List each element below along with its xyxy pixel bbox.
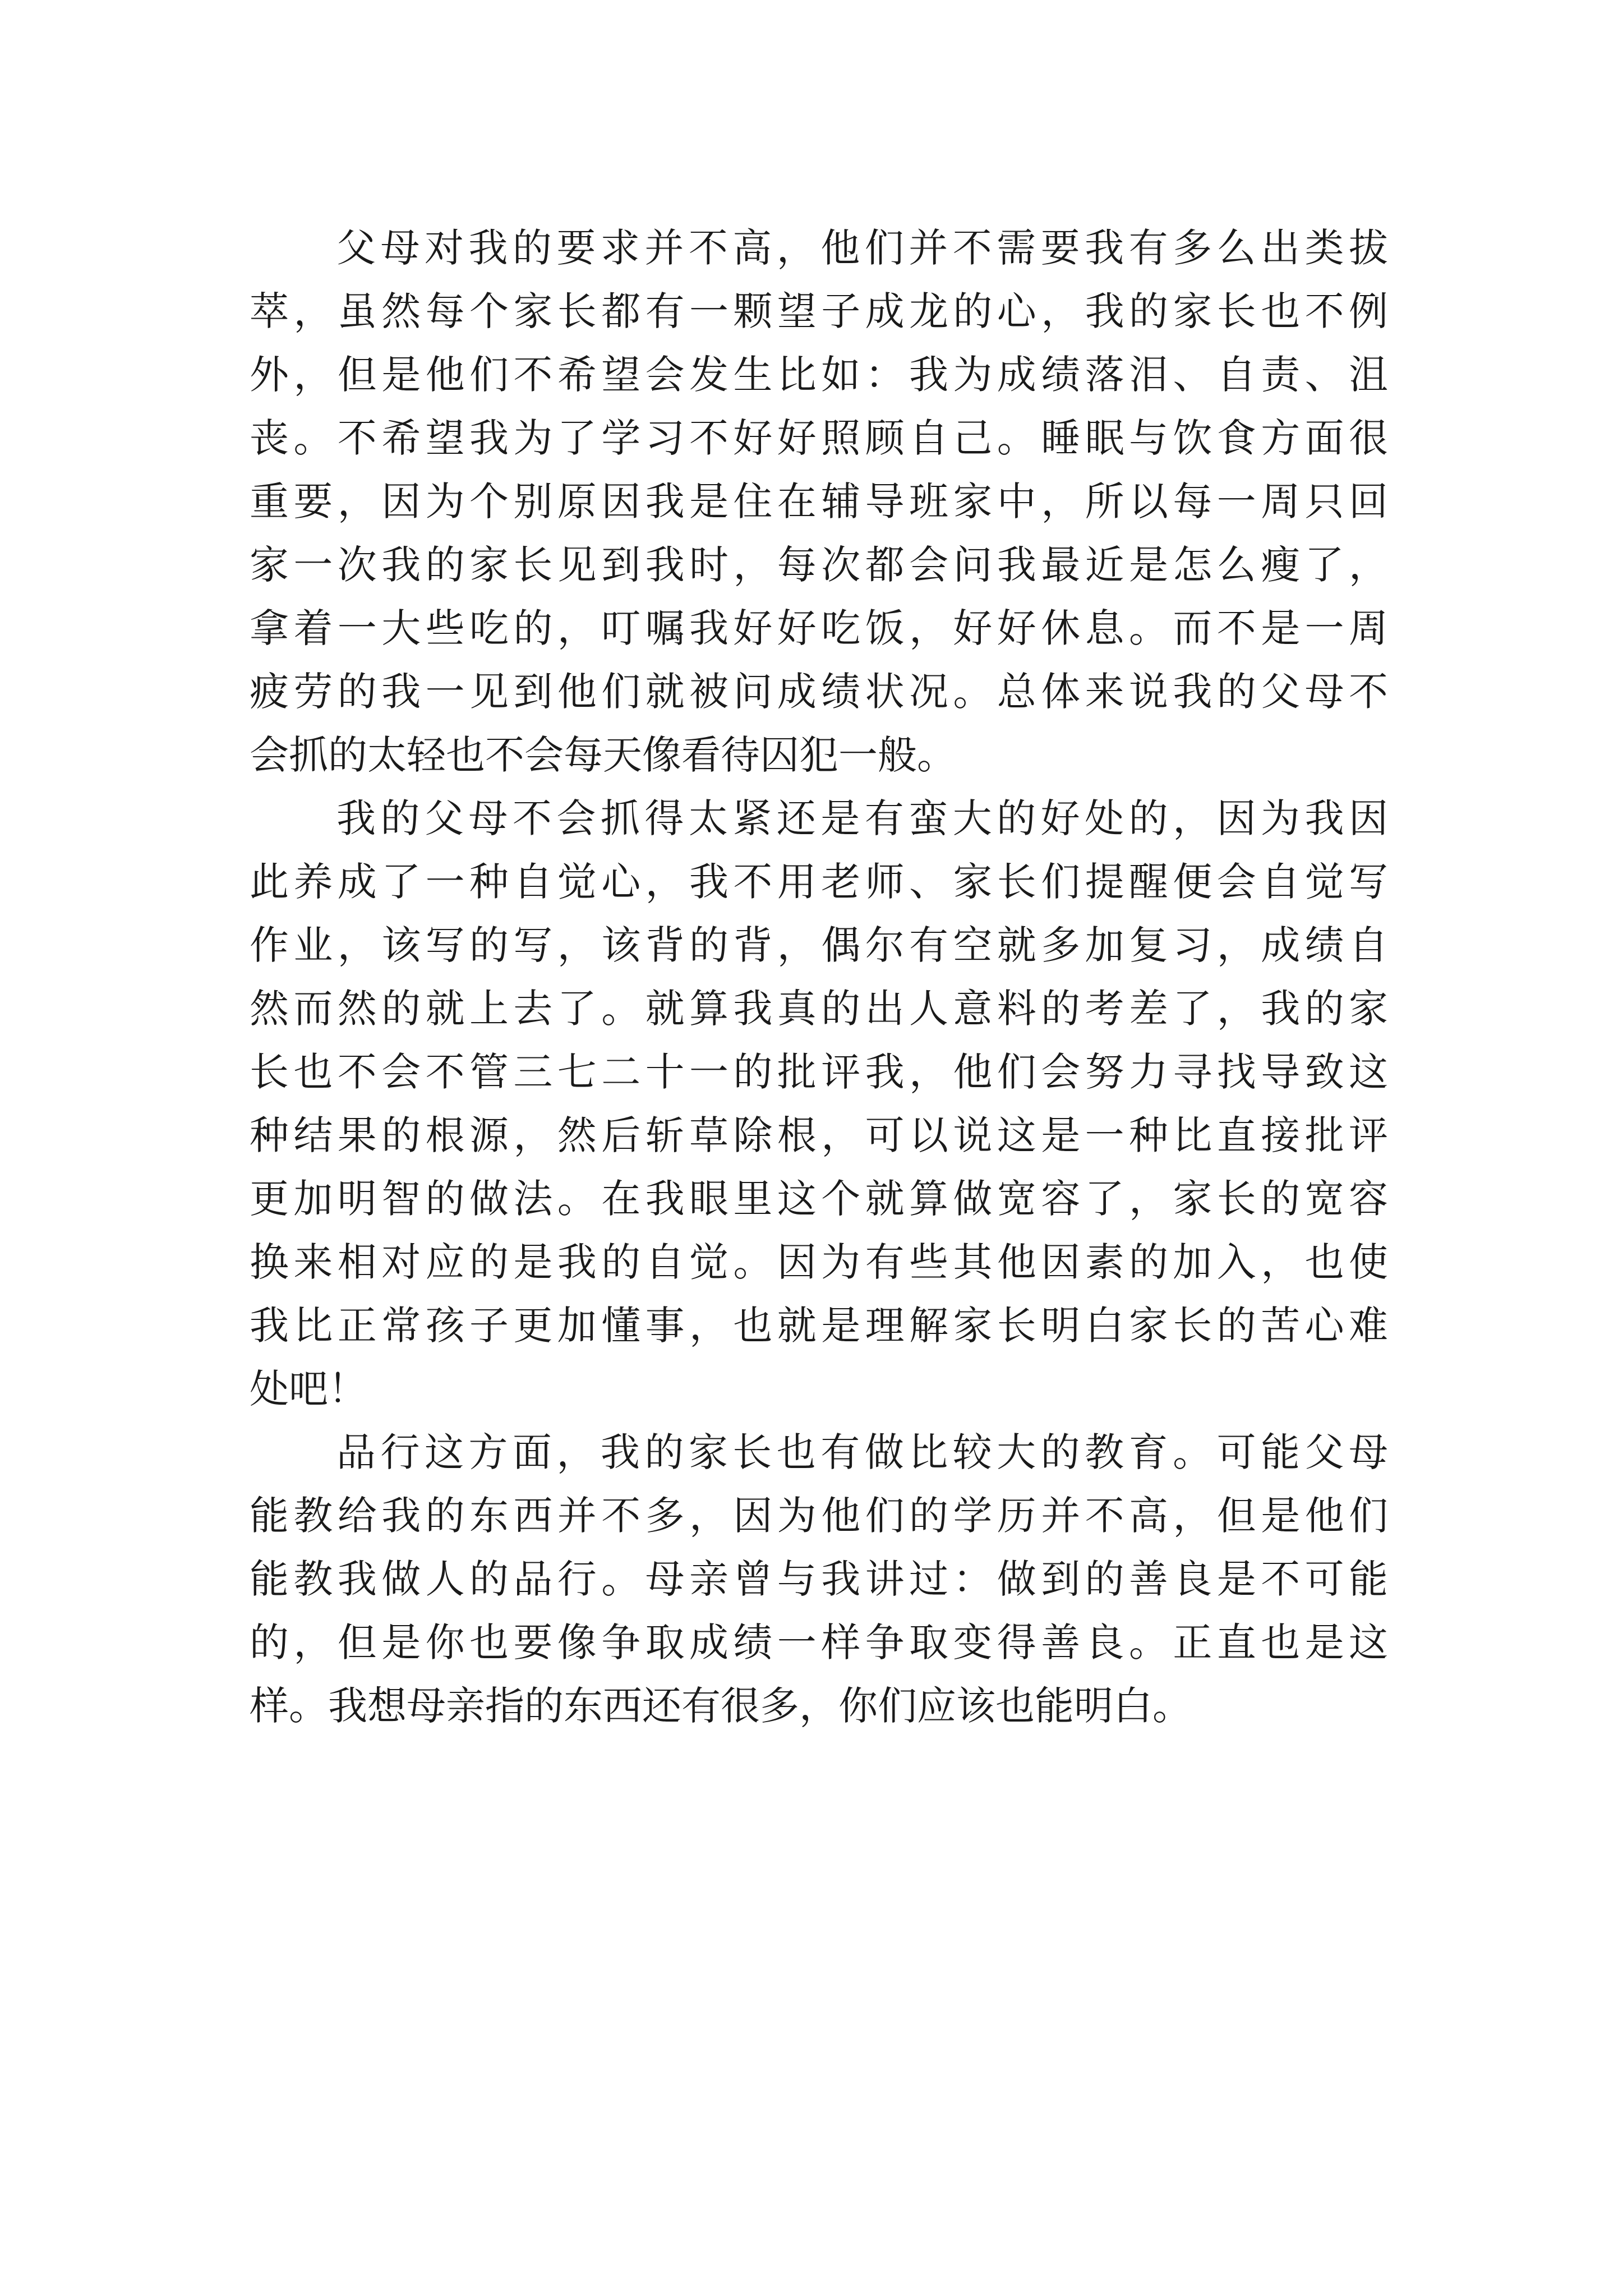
paragraph-line: 能教给我的东西并不多，因为他们的学历并不高，但是他们 bbox=[250, 1493, 1388, 1539]
paragraph-line: 的，但是你也要像争取成绩一样争取变得善良。正直也是这 bbox=[250, 1619, 1388, 1665]
paragraph-line: 我比正常孩子更加懂事，也就是理解家长明白家长的苦心难 bbox=[250, 1303, 1388, 1349]
paragraph-line: 丧。不希望我为了学习不好好照顾自己。睡眠与饮食方面很 bbox=[250, 415, 1388, 461]
paragraph-line: 品行这方面，我的家长也有做比较大的教育。可能父母 bbox=[336, 1429, 1388, 1475]
paragraph-line: 能教我做人的品行。母亲曾与我讲过：做到的善良是不可能 bbox=[250, 1556, 1388, 1602]
paragraph-line: 更加明智的做法。在我眼里这个就算做宽容了，家长的宽容 bbox=[250, 1176, 1388, 1222]
paragraph-line: 家一次我的家长见到我时，每次都会问我最近是怎么瘦了， bbox=[250, 542, 1388, 588]
paragraph-line: 疲劳的我一见到他们就被问成绩状况。总体来说我的父母不 bbox=[250, 669, 1388, 715]
paragraph-line: 父母对我的要求并不高，他们并不需要我有多么出类拔 bbox=[336, 225, 1388, 271]
paragraph-line: 拿着一大些吃的，叮嘱我好好吃饭，好好休息。而不是一周 bbox=[250, 605, 1388, 651]
paragraph-line: 我的父母不会抓得太紧还是有蛮大的好处的，因为我因 bbox=[336, 795, 1388, 841]
paragraph-line: 外，但是他们不希望会发生比如：我为成绩落泪、自责、沮 bbox=[250, 352, 1388, 398]
paragraph-line: 萃，虽然每个家长都有一颗望子成龙的心，我的家长也不例 bbox=[250, 288, 1388, 334]
paragraph-line: 样。我想母亲指的东西还有很多，你们应该也能明白。 bbox=[250, 1683, 1192, 1729]
paragraph-line: 会抓的太轻也不会每天像看待囚犯一般。 bbox=[250, 732, 956, 778]
paragraph-line: 然而然的就上去了。就算我真的出人意料的考差了，我的家 bbox=[250, 986, 1388, 1032]
paragraph-line: 此养成了一种自觉心，我不用老师、家长们提醒便会自觉写 bbox=[250, 859, 1388, 905]
paragraph-line: 种结果的根源，然后斩草除根，可以说这是一种比直接批评 bbox=[250, 1112, 1388, 1158]
paragraph-line: 处吧！ bbox=[250, 1366, 367, 1412]
paragraph-line: 长也不会不管三七二十一的批评我，他们会努力寻找导致这 bbox=[250, 1049, 1388, 1095]
paragraph-line: 重要，因为个别原因我是住在辅导班家中，所以每一周只回 bbox=[250, 478, 1388, 524]
paragraph-line: 换来相对应的是我的自觉。因为有些其他因素的加入，也使 bbox=[250, 1239, 1388, 1285]
paragraph-line: 作业，该写的写，该背的背，偶尔有空就多加复习，成绩自 bbox=[250, 922, 1388, 968]
